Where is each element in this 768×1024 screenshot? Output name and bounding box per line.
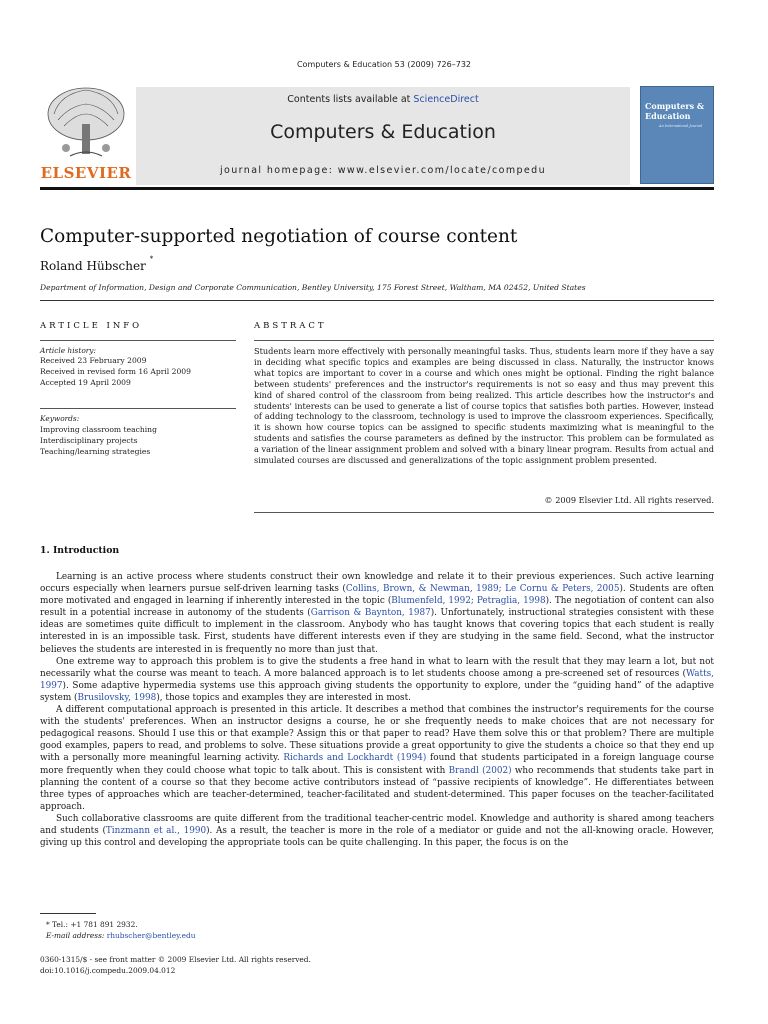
tree-icon	[40, 84, 132, 164]
keyword-item: Improving classroom teaching	[40, 425, 157, 434]
paragraph-text: ). As a result, the teacher is more in the role of a mediator or guide and not the all-knowing oracle. However, giving up this control and developing the appropriate tools can be quite challenging. In this paper, the focus is on the	[40, 825, 714, 849]
author-name[interactable]: Roland Hübscher	[40, 259, 146, 273]
citation-link[interactable]: Tinzmann et al., 1990	[105, 825, 207, 836]
sciencedirect-link[interactable]: ScienceDirect	[413, 94, 479, 105]
paragraph-text: Learning is an active process where students construct their own knowledge and relate it to their previous experiences. Such active learning occurs especially when learners pursue self-driven learning tasks (	[40, 572, 714, 595]
paragraph-text: ). Some adaptive hypermedia systems use this approach giving students the opportunity to explore, under the “guiding hand” of the adaptive system (	[40, 680, 714, 703]
paragraph-text: A different computational approach is presented in this article. It describes a method that combines the instructor's requirements for the course with the students' preferences. When an instructor designs a course, he or she frequently needs to make choices that are not necessary for pedagogical reasons. Should I use this or that example? Assign this or that paper to read? Have them solve this or that problem? There are multiple good examples, papers to read, and problems to solve. These situations provide a great opportunity to give the students a choice so that they end up with a personally more meaningful learning activity.	[40, 705, 714, 764]
cover-subtitle: An International Journal	[659, 124, 703, 128]
journal-cover[interactable]	[640, 86, 714, 184]
paragraph-text: who recommends that students take part in planning the content of a course so that they become active contributors instead of “passive recipients of knowledge”. He differentiates between three types of approaches which are teacher-determined, teacher-facilitated and student-determined. This paper focuses on the teacher-facilitated approach.	[40, 765, 714, 812]
citation-link[interactable]: Brusilovsky, 1998	[77, 692, 157, 703]
author-affiliation: Department of Information, Design and Corporate Communication, Bentley University, 175 Forest Street, Waltham, MA 02452, United States	[40, 283, 586, 292]
footnote-rule	[40, 913, 96, 914]
citation-link[interactable]: Richards and Lockhardt (1994)	[283, 753, 427, 764]
paragraph	[40, 704, 714, 813]
contents-line	[136, 94, 630, 105]
author-line	[40, 255, 154, 273]
journal-citation: Computers & Education 53 (2009) 726–732	[296, 60, 472, 69]
paragraph-text: ). Students are often more motivated and engaged in learning if inherently interested in the topic (	[40, 584, 714, 607]
keyword-item: Interdisciplinary projects	[40, 436, 138, 445]
citation-link[interactable]: Collins, Brown, & Newman, 1989; Le Cornu & Peters, 2005	[345, 584, 620, 595]
cover-title: Computers & Education	[645, 101, 705, 121]
abstract-text: Students learn more effectively with personally meaningful tasks. Thus, students learn more if they have a say in deciding what specific topics and examples are being discussed in class. Naturally, the instructor knows what topics are important to cover in a course and which ones might be optional. Finding the right balance between students' preferences and the instructor's requirements is not so easy and thus may prevent this kind of shared control of the classroom from being realized. This article describes how the instructor's and students' interests can be used to generate a list of course topics that satisfies both parties. However, instead of adding technology to the classroom, technology is used to improve the classroom experiences. Specifically, it is shown how course topics can be assigned to specific students maximizing what is meaningful to the students and satisfies the course parameters as defined by the instructor. This problem can be formulated as a variation of the linear assignment problem and solved with a binary linear program. Results from actual and simulated courses are discussed and generalizations of the topic assignment problem presented.	[254, 346, 714, 466]
abstract-heading: ABSTRACT	[254, 321, 327, 331]
title-rule	[40, 300, 714, 301]
contents-prefix: Contents lists available at	[287, 94, 414, 105]
journal-banner	[136, 87, 630, 185]
footnote-email	[46, 931, 196, 940]
author-footnote-mark[interactable]: *	[149, 255, 154, 263]
paragraph-text: ), those topics and examples they are interested in most.	[156, 692, 411, 703]
abstract-bottom-rule	[254, 512, 714, 513]
article-info-heading: ARTICLE INFO	[40, 321, 143, 331]
email-link[interactable]: rhubscher@bentley.edu	[106, 931, 196, 940]
paragraph-text: ). Unfortunately, instructional strategies consistent with these ideas are sometimes quite difficult to implement in the classroom. Anybody who has taught knows that covering topics that each student is really interested in is an impossible task. First, students have different interests even if they are studying in the same field. Second, what the instructor believes the students are interested in is frequently no more than just that.	[40, 608, 714, 655]
journal-name: Computers & Education	[270, 121, 496, 143]
elsevier-logo[interactable]	[40, 84, 132, 184]
history-revised: Received in revised form 16 April 2009	[40, 367, 191, 376]
paragraph-text: ). The negotiation of content can also result in a potential increase in autonomy of the students (	[40, 596, 714, 619]
paragraph	[40, 813, 714, 849]
introduction-body	[40, 571, 714, 849]
citation-link[interactable]: Brandl (2002)	[448, 765, 512, 776]
paragraph	[40, 656, 714, 704]
article-info-rule	[40, 340, 236, 341]
citation-link[interactable]: Blumenfeld, 1992; Petraglia, 1998	[391, 596, 546, 607]
email-label: E-mail address:	[46, 931, 107, 940]
history-received: Received 23 February 2009	[40, 356, 147, 365]
citation-link[interactable]: Garrison & Baynton, 1987	[310, 608, 431, 619]
paragraph-text: One extreme way to approach this problem is to give the students a free hand in what to learn with the result that they may learn a lot, but not necessarily what the course was meant to teach. A more balanced approach is to let students choose among a pre-screened set of resources (	[40, 656, 714, 679]
keywords-rule	[40, 408, 236, 409]
publisher-wordmark: ELSEVIER	[40, 164, 132, 182]
journal-homepage[interactable]: journal homepage: www.elsevier.com/locate/compedu	[219, 165, 547, 176]
abstract-top-rule	[254, 340, 714, 341]
paragraph-text: Such collaborative classrooms are quite different from the traditional teacher-centric model. Knowledge and authority is shared among teachers and students (	[40, 813, 714, 836]
paragraph-text: found that students participated in a foreign language course more frequently when they could choose what topic to talk about. This is consistent with	[40, 753, 715, 776]
history-label: Article history:	[40, 346, 96, 355]
doi-line[interactable]: doi:10.1016/j.compedu.2009.04.012	[40, 966, 176, 975]
keyword-item: Teaching/learning strategies	[40, 447, 151, 456]
article-title: Computer-supported negotiation of course content	[40, 226, 518, 247]
keywords-label: Keywords:	[40, 414, 80, 423]
introduction-heading: 1. Introduction	[40, 545, 120, 556]
abstract-copyright: © 2009 Elsevier Ltd. All rights reserved.	[544, 495, 714, 505]
paragraph	[40, 571, 714, 656]
issn-line: 0360-1315/$ - see front matter © 2009 Elsevier Ltd. All rights reserved.	[40, 955, 311, 964]
header-rule	[40, 187, 714, 190]
citation-link[interactable]: Watts, 1997	[40, 668, 714, 691]
history-accepted: Accepted 19 April 2009	[40, 378, 131, 387]
footnote-telephone: * Tel.: +1 781 891 2932.	[46, 920, 138, 929]
